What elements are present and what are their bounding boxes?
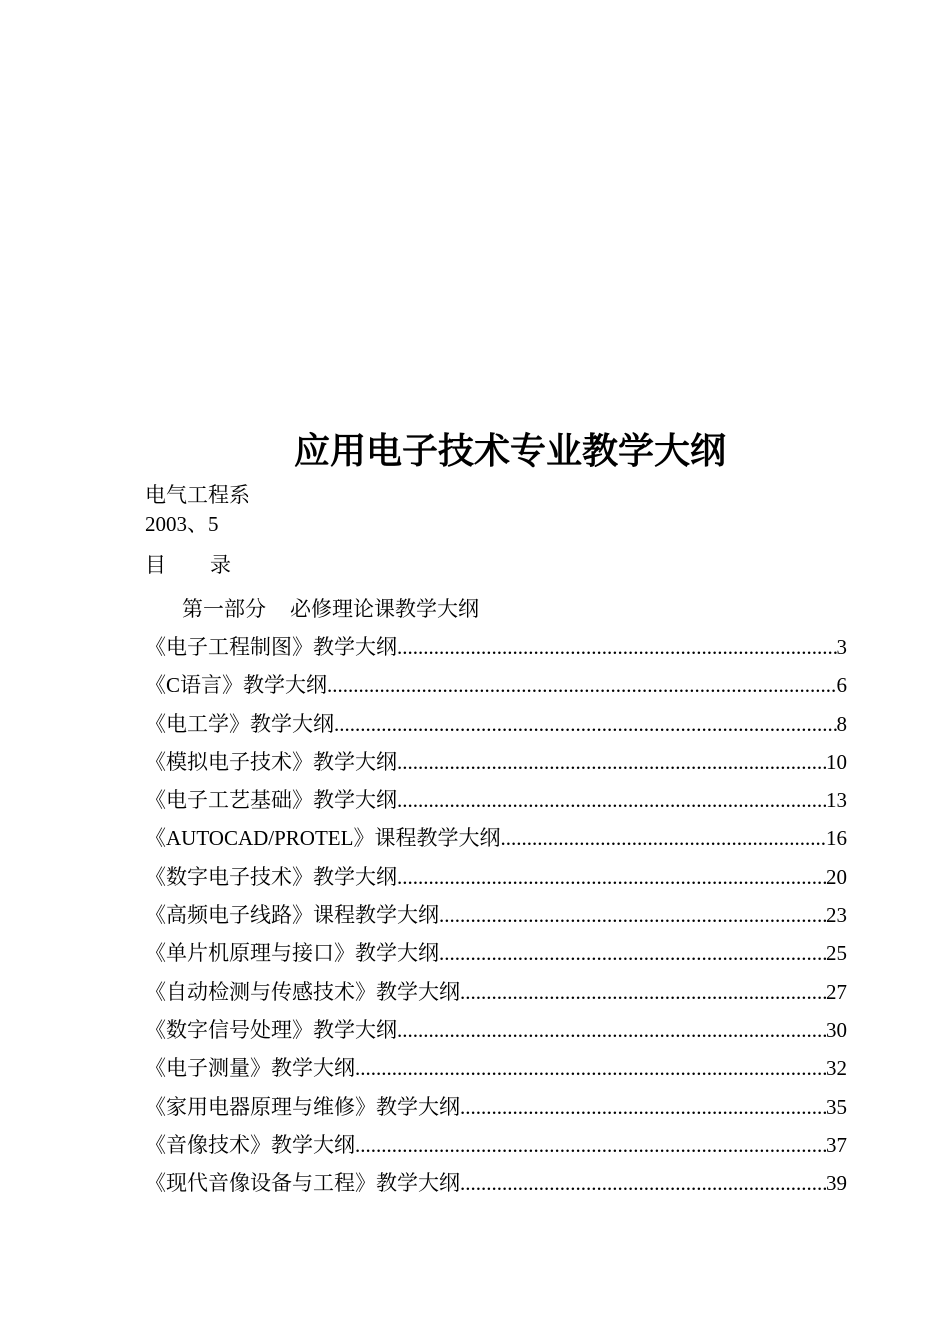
toc-entry-page: 8 <box>836 711 847 736</box>
toc-entry-page: 13 <box>826 788 847 813</box>
toc-entry-title: 《自动检测与传感技术》教学大纲 <box>145 979 460 1004</box>
toc-entry-title: 《电子工艺基础》教学大纲 <box>145 788 397 813</box>
toc-entry-page: 30 <box>826 1017 847 1042</box>
toc-dot-leader <box>397 787 826 813</box>
toc-heading-right: 录 <box>210 553 231 577</box>
toc-entry-page: 6 <box>836 673 847 698</box>
toc-dot-leader <box>355 1132 826 1158</box>
toc-entry[interactable] <box>145 1055 847 1093</box>
toc-entry[interactable] <box>145 672 847 710</box>
toc-entry-page: 27 <box>826 979 847 1004</box>
toc-entry-title: 《高频电子线路》课程教学大纲 <box>145 903 439 928</box>
document-date: 2003、5 <box>145 512 219 536</box>
toc-entry-page: 20 <box>826 864 847 889</box>
toc-entry[interactable] <box>145 1017 847 1055</box>
toc-dot-leader <box>397 1017 826 1043</box>
toc-entry-page: 37 <box>826 1132 847 1157</box>
part-label: 第一部分 <box>182 597 266 621</box>
toc-dot-leader <box>460 1170 826 1196</box>
toc-entry[interactable] <box>145 1094 847 1132</box>
toc-dot-leader <box>460 1094 826 1120</box>
toc-dot-leader <box>500 825 826 851</box>
toc-list <box>145 634 847 1208</box>
toc-dot-leader <box>397 749 826 775</box>
toc-entry[interactable] <box>145 749 847 787</box>
toc-entry-page: 10 <box>826 749 847 774</box>
toc-dot-leader <box>439 902 826 928</box>
toc-heading-left: 目 <box>145 553 166 577</box>
toc-entry[interactable] <box>145 787 847 825</box>
toc-entry-title: 《数字电子技术》教学大纲 <box>145 864 397 889</box>
toc-entry-title: 《家用电器原理与维修》教学大纲 <box>145 1094 460 1119</box>
toc-entry[interactable] <box>145 979 847 1017</box>
page-title: 应用电子技术专业教学大纲 <box>293 431 726 472</box>
toc-dot-leader <box>334 711 837 737</box>
toc-entry-title: 《C语言》教学大纲 <box>145 673 328 698</box>
toc-entry-title: 《电工学》教学大纲 <box>145 711 334 736</box>
toc-entry[interactable] <box>145 1170 847 1208</box>
toc-entry-title: 《AUTOCAD/PROTEL》课程教学大纲 <box>145 826 501 851</box>
toc-entry-page: 16 <box>826 826 847 851</box>
toc-heading <box>145 552 231 578</box>
toc-entry[interactable] <box>145 902 847 940</box>
toc-entry[interactable] <box>145 711 847 749</box>
toc-entry-page: 32 <box>826 1056 847 1081</box>
toc-entry-page: 25 <box>826 941 847 966</box>
toc-entry[interactable] <box>145 940 847 978</box>
toc-entry-title: 《电子工程制图》教学大纲 <box>145 635 397 659</box>
toc-entry-title: 《音像技术》教学大纲 <box>145 1132 355 1157</box>
toc-dot-leader <box>439 940 826 966</box>
toc-entry-page: 3 <box>836 635 847 659</box>
department-name: 电气工程系 <box>145 483 250 507</box>
toc-dot-leader <box>397 864 826 890</box>
toc-entry-title: 《数字信号处理》教学大纲 <box>145 1017 397 1042</box>
toc-entry[interactable] <box>145 1132 847 1170</box>
toc-dot-leader <box>327 672 836 698</box>
toc-dot-leader <box>460 979 826 1005</box>
toc-entry[interactable] <box>145 825 847 863</box>
toc-entry-page: 35 <box>826 1094 847 1119</box>
toc-entry-page: 39 <box>826 1171 847 1196</box>
toc-entry-title: 《模拟电子技术》教学大纲 <box>145 749 397 774</box>
toc-entry-title: 《单片机原理与接口》教学大纲 <box>145 941 439 966</box>
toc-entry[interactable] <box>145 864 847 902</box>
part-heading <box>182 596 479 622</box>
toc-dot-leader <box>397 634 837 660</box>
toc-entry[interactable] <box>145 634 847 672</box>
toc-entry-page: 23 <box>826 903 847 928</box>
toc-entry-title: 《现代音像设备与工程》教学大纲 <box>145 1171 460 1196</box>
toc-dot-leader <box>355 1055 826 1081</box>
part-name: 必修理论课教学大纲 <box>290 597 479 621</box>
toc-entry-title: 《电子测量》教学大纲 <box>145 1056 355 1081</box>
